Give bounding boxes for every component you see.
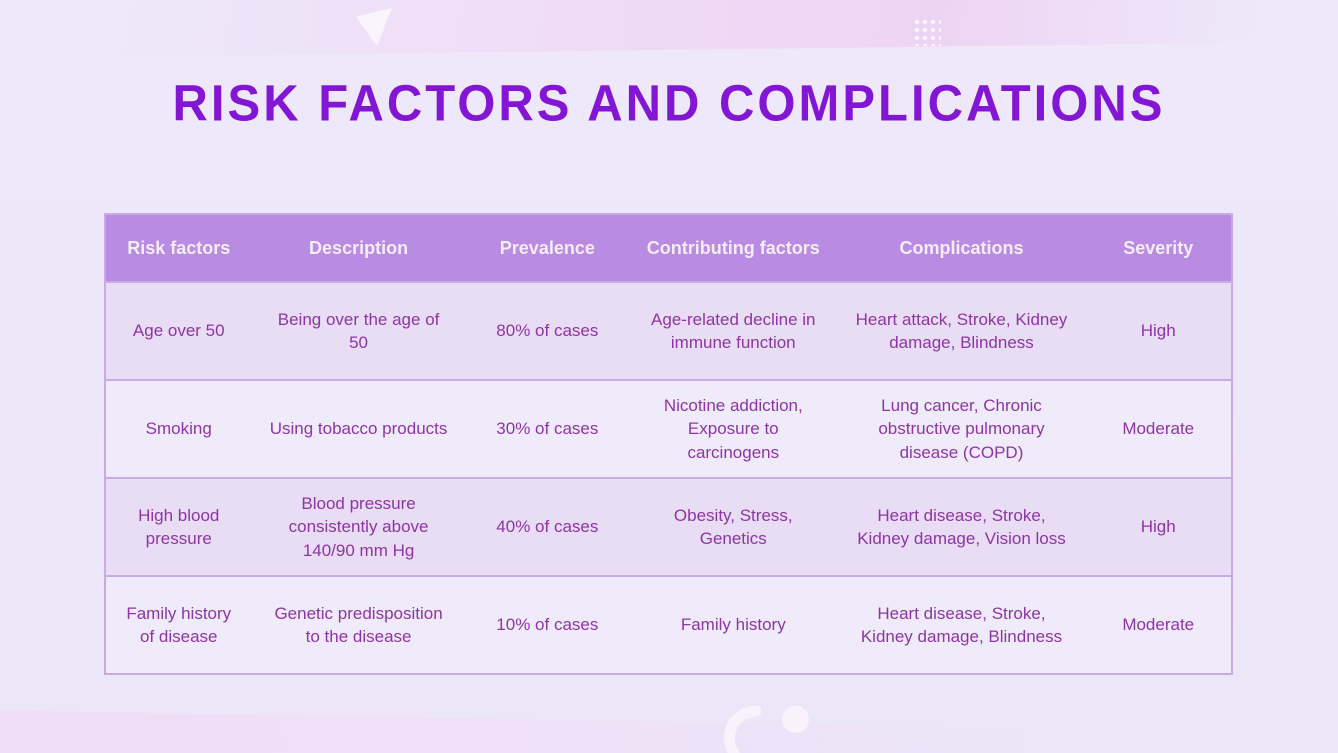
table-cell: Heart disease, Stroke, Kidney damage, Blindness: [860, 603, 1063, 646]
table-cell: 30% of cases: [496, 419, 599, 439]
header-cell: Severity: [1123, 237, 1194, 258]
table-cell: Obesity, Stress, Genetics: [673, 505, 793, 548]
table-cell: Blood pressure consistently above 140/90 mm Hg: [288, 493, 429, 560]
table-cell: High blood pressure: [138, 505, 220, 548]
risk-factors-table: [104, 213, 1233, 675]
header-cell: Description: [309, 237, 409, 258]
table-row: [105, 282, 1232, 380]
table-cell: Moderate: [1122, 615, 1195, 635]
header-row: [105, 214, 1232, 282]
table-cell: Moderate: [1122, 419, 1195, 439]
table-cell: High: [1140, 321, 1176, 341]
top-gradient-decoration: [0, 0, 1338, 58]
table-cell: Genetic predisposition to the disease: [274, 603, 443, 646]
table-cell: Family history of disease: [126, 603, 232, 646]
table-cell: High: [1140, 517, 1176, 537]
table-row: [105, 576, 1232, 674]
table-cell: Family history: [680, 615, 786, 635]
table-cell: Smoking: [145, 419, 212, 439]
table-cell: Using tobacco products: [269, 419, 448, 439]
table-row: [105, 380, 1232, 478]
table-cell: Nicotine addiction, Exposure to carcinogens: [663, 395, 803, 462]
table-cell: Lung cancer, Chronic obstructive pulmonary disease (COPD): [878, 395, 1045, 462]
circle-icon: [782, 706, 809, 733]
table-body: [105, 282, 1232, 674]
table-row: [105, 478, 1232, 576]
header-cell: Risk factors: [127, 237, 231, 258]
table-cell: 10% of cases: [496, 615, 599, 635]
header-cell: Complications: [899, 237, 1024, 258]
table-cell: Heart attack, Stroke, Kidney damage, Blindness: [855, 309, 1068, 352]
table-cell: Being over the age of 50: [277, 309, 440, 352]
table-cell: Age-related decline in immune function: [651, 309, 816, 352]
table-cell: Heart disease, Stroke, Kidney damage, Vision loss: [857, 505, 1066, 548]
header-cell: Prevalence: [499, 237, 595, 258]
table-cell: 80% of cases: [496, 321, 599, 341]
table-cell: Age over 50: [132, 321, 225, 341]
page-title: RISK FACTORS AND COMPLICATIONS: [172, 75, 1166, 133]
bottom-gradient-decoration: [0, 701, 1338, 753]
table-header: [105, 214, 1232, 282]
dots-grid-icon: [911, 16, 941, 46]
table-cell: 40% of cases: [496, 517, 599, 537]
header-cell: Contributing factors: [646, 237, 820, 258]
